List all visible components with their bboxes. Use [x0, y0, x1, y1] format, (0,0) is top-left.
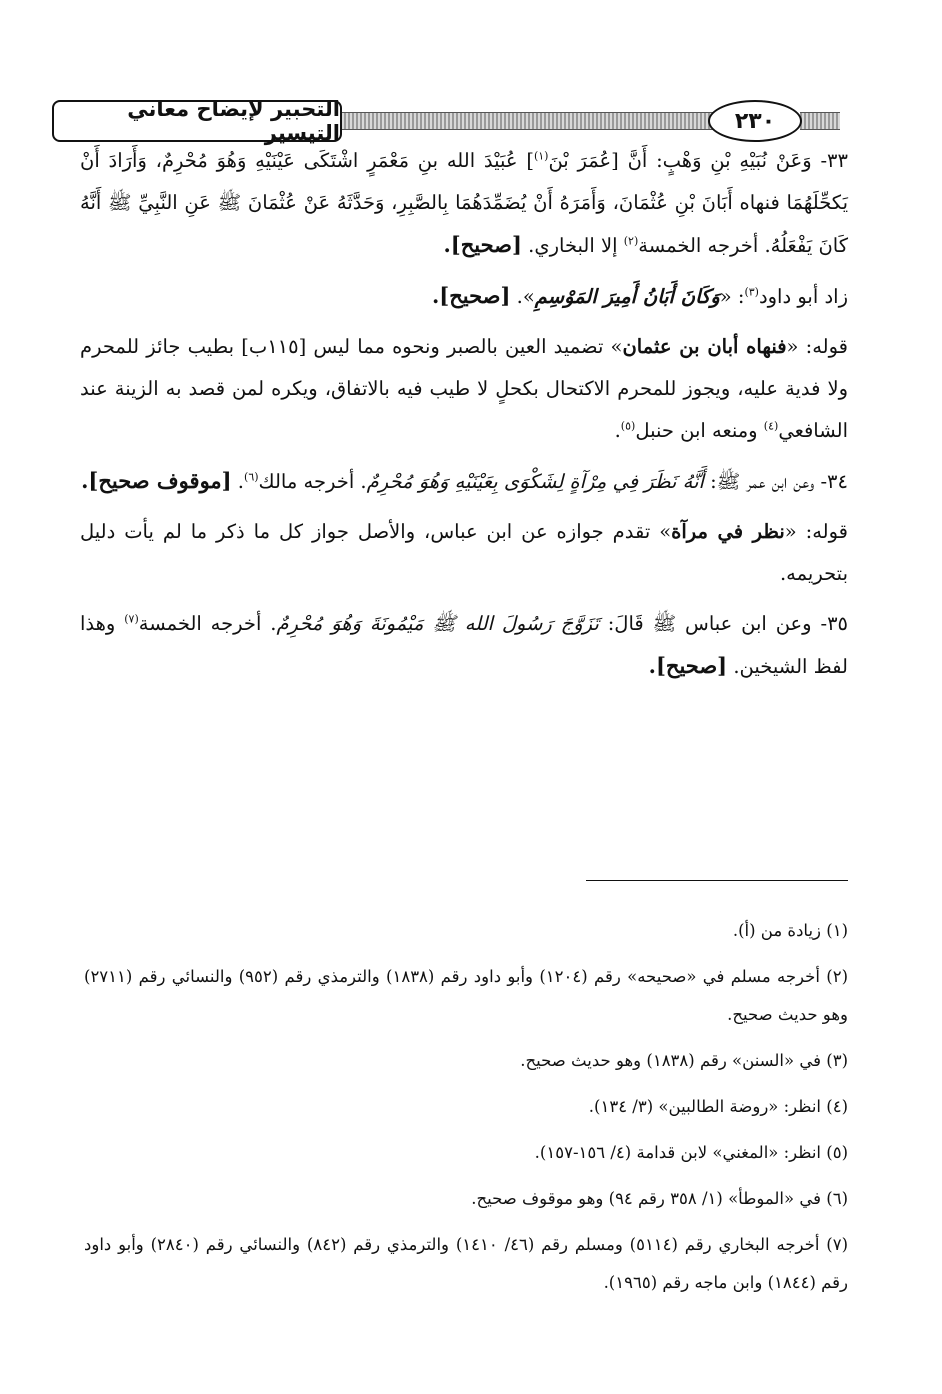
footnote-ref: (٦)	[244, 470, 259, 484]
footnote-ref: (٣)	[744, 285, 759, 299]
footnotes	[84, 912, 848, 1310]
text-run: زاد أبو داود	[758, 285, 848, 308]
text-run: . أخرجه الخمسة	[138, 612, 277, 635]
footnote-ref: (١)	[533, 149, 549, 163]
quoted-phrase: نظر في مرآة	[671, 520, 785, 543]
footnote-ref: (٤)	[763, 419, 779, 433]
abu-dawud-addition	[80, 275, 848, 318]
text-run: إلا البخاري.	[521, 234, 624, 257]
footnote-separator	[586, 880, 848, 881]
footnote-ref: (٢)	[623, 234, 639, 248]
grade-label: [صحيح].	[443, 232, 522, 257]
footnote-ref: (٥)	[620, 419, 636, 433]
text-run: ٣٤- وعن ابن عمر ﷺ:	[703, 470, 848, 493]
text-run: .	[614, 419, 621, 442]
footnote-1: (١) زيادة من (أ).	[732, 921, 848, 940]
text-run: ومنعه ابن حنبل	[635, 419, 764, 442]
grade-label: [صحيح].	[648, 653, 728, 678]
hadith-quote: أَنَّهُ نَظَرَ فِي مِرْآةٍ لِشَكْوَى بِعَيْنَيْهِ وَهُوَ مُحْرِمٌ	[366, 470, 704, 493]
hadith-quote: وَكَانَ أَبَانُ أَمِيرَ المَوْسِمِ	[534, 285, 720, 308]
text-run: ٣٣- وَعَنْ نُبَيْهِ بْنِ وَهْبٍ: أَنَّ [عُمَرَ بْنَ	[548, 149, 848, 172]
text-run: » تضميد العين بالصبر ونحوه مما ليس [١١٥ب] بطيب جائز للمحرم ولا فدية عليه، ويجوز للمحرم الاكتحال بكحلٍ لا طيب فيه بالاتفاق، ويكره لمن قصد به الزينة عند الشافعي	[80, 335, 848, 442]
running-header	[52, 97, 840, 145]
book-title: التحبير لإيضاح معاني التيسير	[52, 100, 342, 142]
text-run: ٣٥- وعن ابن عباس ﷺ قَالَ:	[598, 612, 849, 635]
grade-label: [موقوف صحيح].	[81, 468, 232, 493]
footnote-3: (٣) في «السنن» رقم (١٨٣٨) وهو حديث صحيح.	[520, 1051, 848, 1070]
hadith-quote: تَزَوَّجَ رَسُولَ الله ﷺ مَيْمُونَةَ وَهُوَ مُحْرِمٌ	[276, 612, 599, 635]
text-run: قوله: «	[784, 520, 848, 543]
header-decorative-bar	[332, 112, 730, 130]
commentary-33	[80, 326, 848, 452]
hadith-35	[80, 603, 848, 688]
footnote-2: (٢) أخرجه مسلم في «صحيحه» رقم (١٢٠٤) وأبو داود رقم (١٨٣٨) والترمذي رقم (٩٥٢) والنسائي رقم (٢٧١١) وهو حديث صحيح.	[84, 967, 848, 1024]
text-run: ] عُبَيْدَ الله بنِ مَعْمَرٍ اشْتَكَى عَيْنَيْهِ وَهُوَ مُحْرِمٌ، وَأَرَادَ أَنْ يَكحِّلَهُمَا فنهاه أَبَانَ بْنِ عُثْمَانَ، وَأَمَرَهُ أَنْ يُضَمِّدَهُمَا بِالصَّبِرِ، وَحَدَّثَهُ عَنْ عُثْمَانَ ﷺ عَنِ النَّبِيِّ ﷺ أَنَّهُ كَانَ يَفْعَلُهُ. أخرجه الخمسة	[80, 149, 848, 257]
text-run: .	[231, 470, 245, 493]
page-number: ٢٣٠	[708, 100, 802, 142]
hadith-33	[80, 140, 848, 267]
text-run: ».	[510, 285, 535, 308]
footnote-6: (٦) في «الموطأ» (١/ ٣٥٨ رقم ٩٤) وهو موقوف صحيح.	[471, 1189, 848, 1208]
footnote-4: (٤) انظر: «روضة الطالبين» (٣/ ١٣٤).	[588, 1097, 848, 1116]
main-text	[80, 140, 848, 696]
quoted-phrase: فنهاه أبان بن عثمان	[622, 335, 787, 358]
grade-label: [صحيح].	[431, 283, 511, 308]
text-run: قوله: «	[786, 335, 849, 358]
text-run: » تقدم جوازه عن ابن عباس، والأصل جواز كل ما ذكر ما لم يأت دليل بتحريمه.	[80, 520, 848, 585]
footnote-5: (٥) انظر: «المغني» لابن قدامة (٤/ ١٥٦-١٥٧).	[534, 1143, 848, 1162]
commentary-34	[80, 511, 848, 595]
footnote-7: (٧) أخرجه البخاري رقم (٥١١٤) ومسلم رقم (٤٦/ ١٤١٠) والترمذي رقم (٨٤٢) والنسائي رقم (٢٨٤٠) وأبو داود رقم (١٨٤٤) وابن ماجه رقم (١٩٦٥).	[84, 1235, 848, 1292]
footnote-ref: (٧)	[124, 612, 139, 626]
header-decorative-tail	[800, 112, 840, 130]
text-run: : «	[719, 285, 745, 308]
hadith-34	[80, 460, 848, 503]
text-run: . أخرجه مالك	[258, 470, 367, 493]
text-run: وهذا لفظ الشيخين.	[80, 612, 848, 678]
